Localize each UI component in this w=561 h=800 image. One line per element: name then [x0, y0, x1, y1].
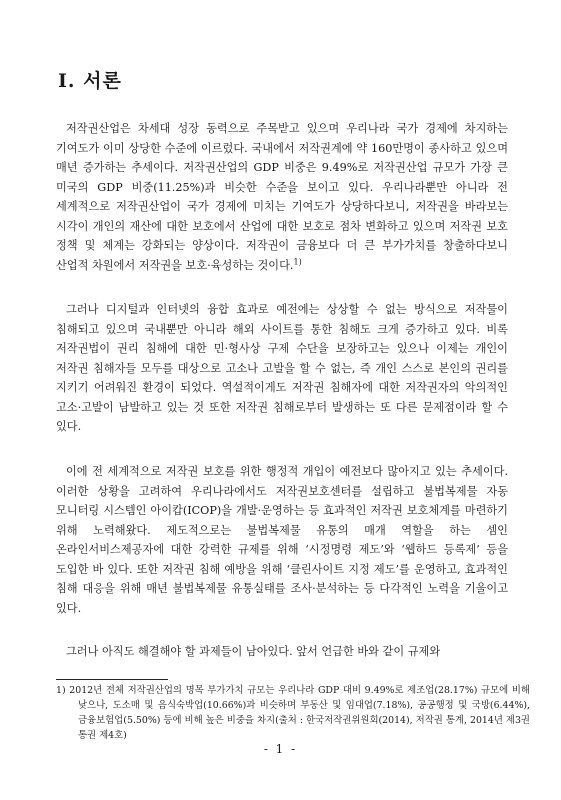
footnote-reference: 1) [293, 256, 302, 266]
paragraph-text: 저작권산업은 차세대 성장 동력으로 주목받고 있으며 우리나라 국가 경제에 차지하는 기여도가 이미 상당한 수준에 이르렀다. 국내에서 저작권계에 약 160만명이 종사하고 있으며 매년 증가하는 추세이다. 저작권산업의 GDP 비중은 9.49%로 저작권산업 규모가 가장 큰 미국의 GDP 비중(11.25%)과 비슷한 수준을 보이고 있다. 우리나라뿐만 아니라 전 세계적으로 저작권산업이 국가 경제에 미치는 기여도가 상당하다보니, 저작권을 바라보는 시각이 개인의 재산에 대한 보호에서 산업에 대한 보호로 점차 변화하고 있으며 저작권 보호 정책 및 체계는 강화되는 양상이다. 저작권이 금융보다 더 큰 부가가치를 창출하다보니 산업적 차원에서 저작권을 보호·육성하는 것이다. [56, 122, 508, 272]
paragraph-text: 이에 전 세계적으로 저작권 보호를 위한 행정적 개입이 예전보다 많아지고 있는 추세이다. 이러한 상황을 고려하여 우리나라에서도 저작권보호센터를 설립하고 불법복제물 자동 모니터링 시스템인 아이캅(ICOP)을 개발·운영하는 등 효과적인 저작권 보호체계를 마련하기 위해 노력해왔다. 제도적으로는 불법복제물 유통의 매개 역할을 하는 셈인 온라인서비스제공자에 대한 강력한 규제를 위해 ‘시정명령 제도’와 ‘웹하드 등록제’ 등을 도입한 바 있다. 또한 저작권 침해 예방을 위해 ‘클린사이트 지정 제도’를 운영하고, 효과적인 침해 대응을 위해 매년 불법복제물 유통실태를 조사·분석하는 등 다각적인 노력을 기울이고 있다. [56, 465, 508, 615]
body-paragraph-4 [56, 642, 508, 662]
footnote-divider [56, 679, 168, 680]
body-paragraph-1 [56, 119, 508, 275]
paragraph-text: 그러나 디지털과 인터넷의 융합 효과로 예전에는 상상할 수 없는 방식으로 저작물이 침해되고 있으며 국내뿐만 아니라 해외 사이트를 통한 침해도 크게 증가하고 있다. 비록 저작권법이 권리 침해에 대한 민·형사상 구제 수단을 보장하고는 있으나 이제는 개인이 저작권 침해자들 모두를 대상으로 고소나 고발을 할 수 없는, 즉 개인 스스로 본인의 권리를 지키기 어려워진 환경이 되었다. 역설적이게도 저작권 침해자에 대한 저작권자의 악의적인 고소·고발이 남발하고 있는 것 또한 저작권 침해로부터 발생하는 또 다른 문제점이라 할 수 있다. [56, 303, 508, 433]
body-paragraph-2 [56, 300, 508, 437]
section-heading: Ⅰ. 서론 [58, 70, 122, 92]
body-paragraph-3 [56, 462, 508, 618]
page-number: - 1 - [263, 742, 298, 756]
footnote-1: 1) 2012년 전체 저작권산업의 명목 부가가치 규모는 우리나라 GDP 대비 9.49%로 제조업(28.17%) 규모에 비해 낮으나, 도소매 및 음식숙박업(10.66%)과 비슷하며 부동산 및 임대업(7.18%), 공공행정 및 국방(6.44%), 금융보험업(5.50%) 등에 비해 높은 비중을 차지(출처 : 한국저작권위원회(2014), 저작권 통계, 2014년 제3권 통권 제4호) [56, 685, 530, 741]
paragraph-text: 그러나 아직도 해결해야 할 과제들이 남아있다. 앞서 언급한 바와 같이 규제와 [66, 645, 441, 658]
